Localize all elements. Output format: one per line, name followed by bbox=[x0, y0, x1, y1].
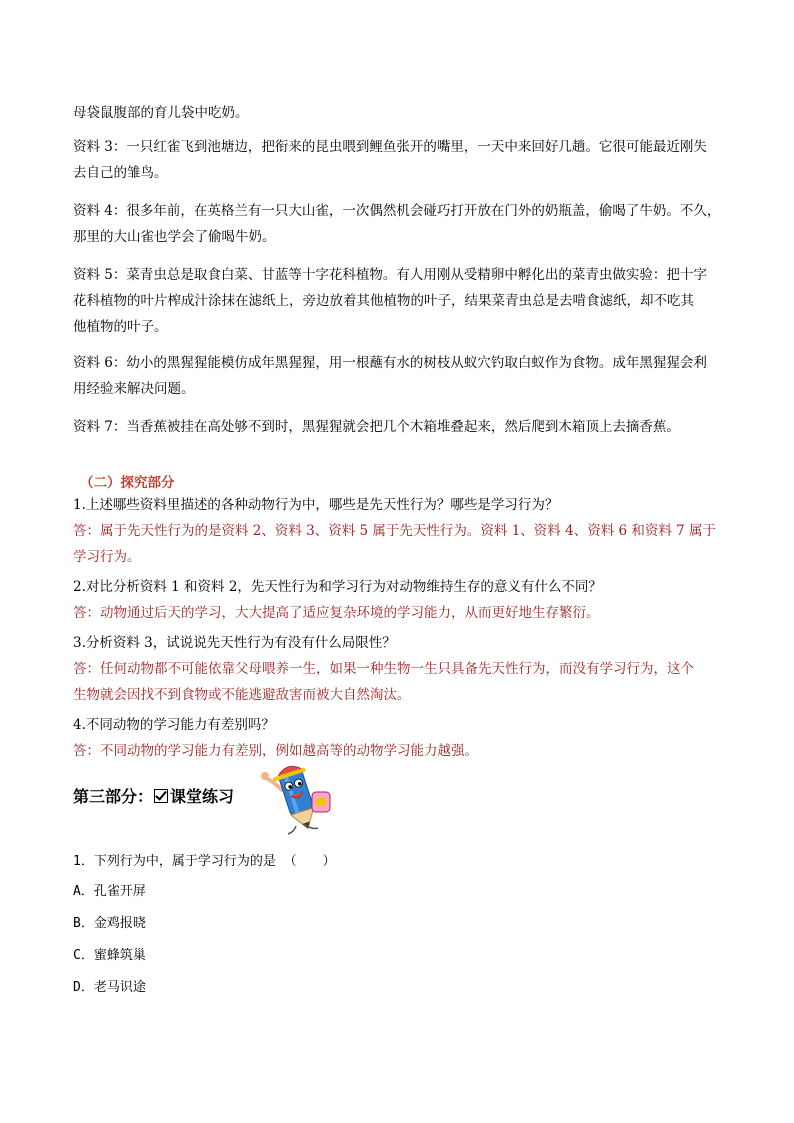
option-c[interactable]: C．蜜蜂筑巢 bbox=[73, 948, 146, 963]
material-5: 资料 5：菜青虫总是取食白菜、甘蓝等十字花科植物。有人用刚从受精卵中孵化出的菜青虫做实验：把十字 花科植物的叶片榨成汁涂抹在滤纸上，旁边放着其他植物的叶子，结果菜青虫总是去啃食滤纸，却不吃其 他植物的叶子。 bbox=[73, 267, 707, 335]
section-title-explore: （二）探究部分 bbox=[80, 475, 175, 491]
answer-text: 学习行为。 bbox=[73, 549, 141, 565]
answer-text: 生物就会因找不到食物或不能逃避敌害而被大自然淘汰。 bbox=[73, 687, 411, 703]
material-6: 资料 6：幼小的黑猩猩能模仿成年黑猩猩，用一根蘸有水的树枝从蚁穴钓取白蚁作为食物。成年黑猩猩会利 用经验来解决问题。 bbox=[73, 355, 707, 397]
checkbox-icon bbox=[154, 789, 168, 803]
question-text: 3.分析资料 3，试说说先天性行为有没有什么局限性？ bbox=[73, 635, 396, 651]
material-7: 资料 7：当香蕉被挂在高处够不到时，黑猩猩就会把几个木箱堆叠起来，然后爬到木箱顶上去摘香蕉。 bbox=[73, 419, 680, 435]
qa-1 bbox=[73, 492, 723, 570]
option-a[interactable]: A．孔雀开屏 bbox=[73, 884, 146, 899]
qa-3 bbox=[73, 630, 723, 708]
option-b[interactable]: B．金鸡报晓 bbox=[73, 916, 146, 931]
answer-text: 答：属于先天性行为的是资料 2、资料 3、资料 5 属于先天性行为。资料 1、资料 4、资料 6 和资料 7 属于 bbox=[73, 523, 717, 539]
material-3: 资料 3：一只红雀飞到池塘边，把衔来的昆虫喂到鲤鱼张开的嘴里，一天中来回好几趟。它很可能最近刚失 去自己的雏鸟。 bbox=[73, 139, 707, 181]
qa-2 bbox=[73, 574, 723, 626]
exercise-question: 1．下列行为中，属于学习行为的是 （ ） bbox=[73, 854, 336, 869]
answer-text: 答：不同动物的学习能力有差别，例如越高等的动物学习能力越强。 bbox=[73, 743, 478, 759]
question-text: 2.对比分析资料 1 和资料 2，先天性行为和学习行为对动物维持生存的意义有什么不同？ bbox=[73, 579, 602, 595]
part3-heading: 第三部分： 课堂练习 bbox=[73, 787, 235, 806]
pencil-mascot-icon bbox=[258, 756, 344, 836]
question-text: 4.不同动物的学习能力有差别吗？ bbox=[73, 717, 275, 733]
answer-text: 答：任何动物都不可能依靠父母喂养一生，如果一种生物一生只具备先天性行为，而没有学习行为，这个 bbox=[73, 661, 694, 677]
answer-text: 答：动物通过后天的学习，大大提高了适应复杂环境的学习能力，从而更好地生存繁衍。 bbox=[73, 605, 600, 621]
option-d[interactable]: D．老马识途 bbox=[73, 980, 146, 995]
question-text: 1.上述哪些资料里描述的各种动物行为中，哪些是先天性行为？哪些是学习行为？ bbox=[73, 497, 559, 513]
material-4: 资料 4：很多年前，在英格兰有一只大山雀，一次偶然机会碰巧打开放在门外的奶瓶盖，偷喝了牛奶。不久， 那里的大山雀也学会了偷喝牛奶。 bbox=[73, 203, 721, 245]
qa-4 bbox=[73, 712, 723, 764]
material-0: 母袋鼠腹部的育儿袋中吃奶。 bbox=[73, 105, 249, 121]
